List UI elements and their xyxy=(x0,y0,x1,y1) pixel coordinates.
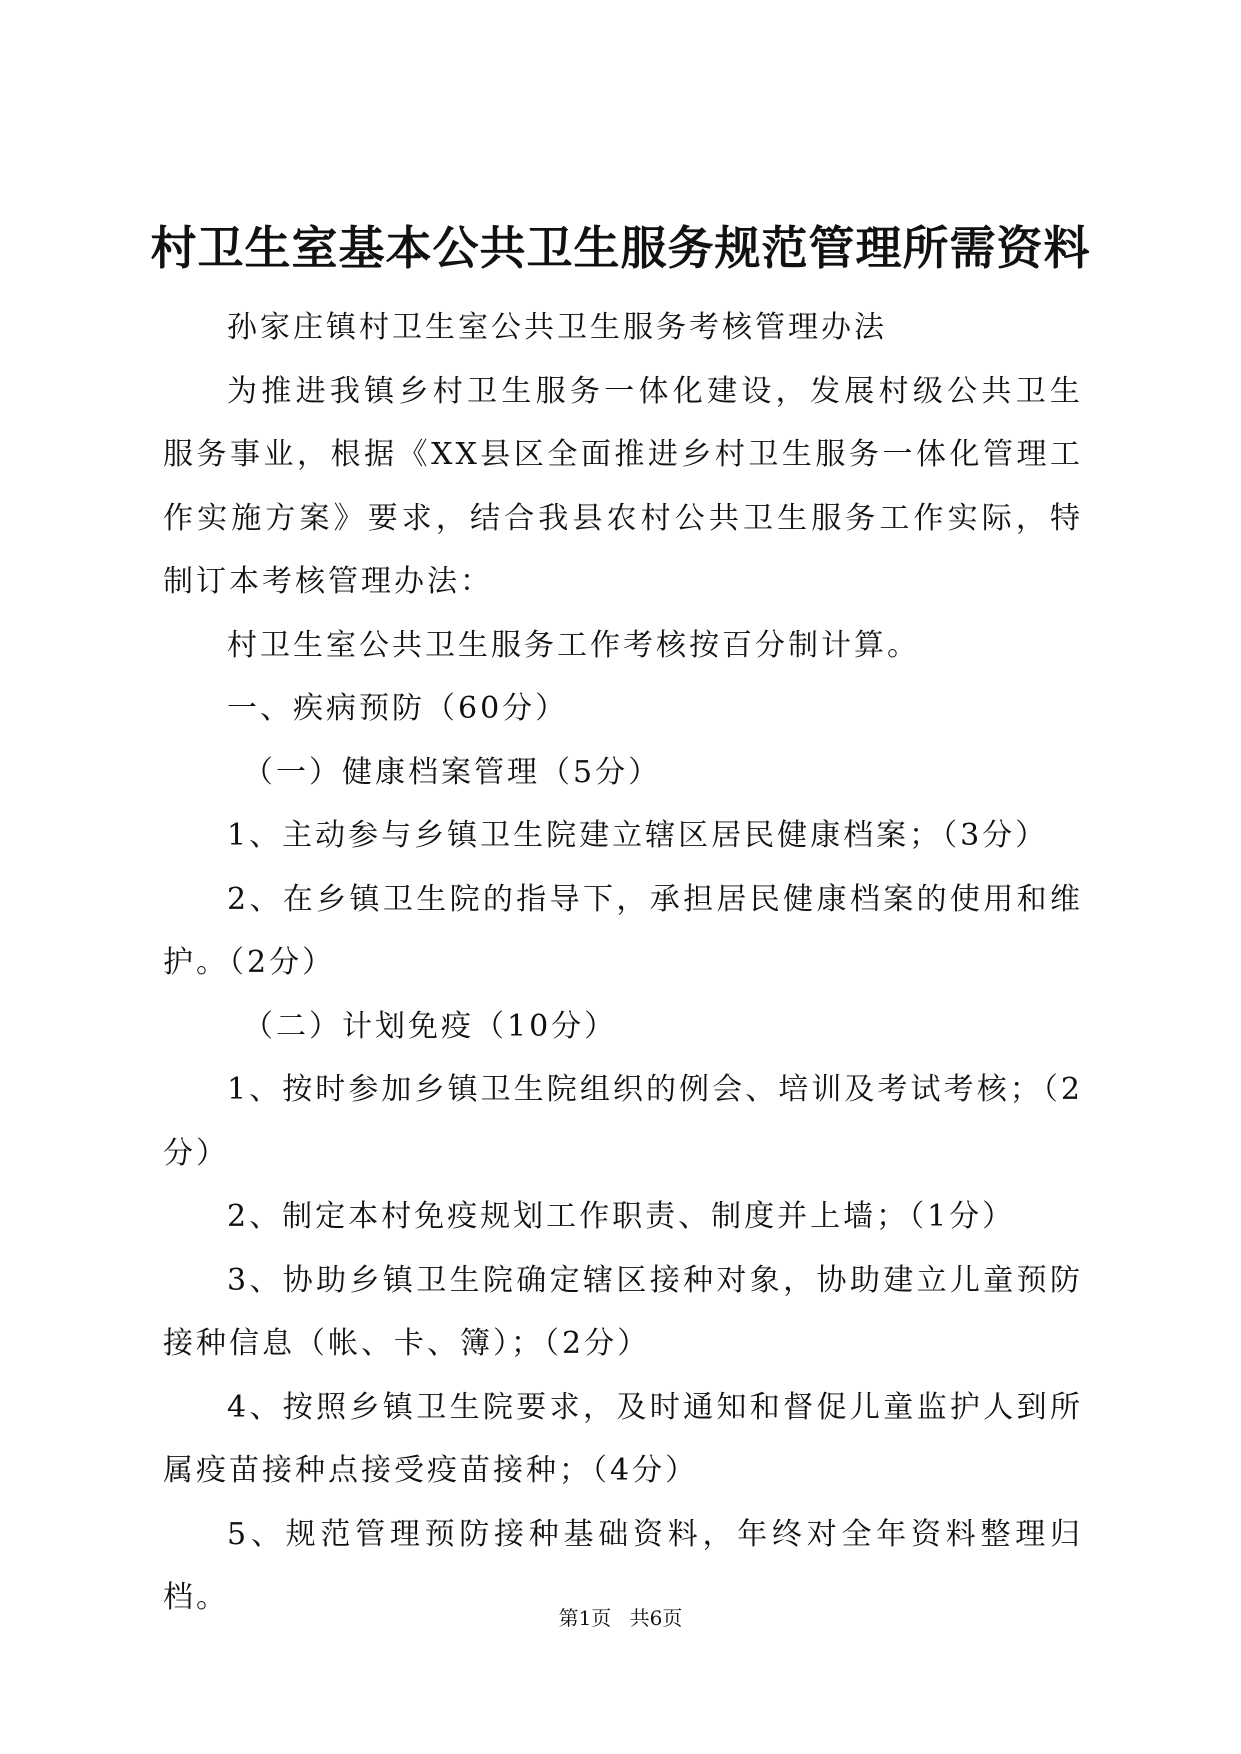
list-item: 2、在乡镇卫生院的指导下，承担居民健康档案的使用和维护。（2分） xyxy=(163,881,1083,980)
document-body xyxy=(163,296,1083,1630)
page-number: 第1页 xyxy=(558,1606,612,1630)
document-title: 村卫生室基本公共卫生服务规范管理所需资料 xyxy=(150,221,1091,275)
paragraph-subtitle: 孙家庄镇村卫生室公共卫生服务考核管理办法 xyxy=(227,310,887,345)
subsection-heading: （二）计划免疫（10分） xyxy=(243,1008,618,1044)
page-total: 共6页 xyxy=(629,1606,683,1630)
section-heading: 一、疾病预防（60分） xyxy=(227,691,569,726)
paragraph-scoring: 村卫生室公共卫生服务工作考核按百分制计算。 xyxy=(227,627,920,663)
list-item: 3、协助乡镇卫生院确定辖区接种对象，协助建立儿童预防接种信息（帐、卡、簿）；（2分） xyxy=(163,1262,1083,1361)
list-item: 1、按时参加乡镇卫生院组织的例会、培训及考试考核；（2分） xyxy=(163,1072,1083,1171)
list-item: 4、按照乡镇卫生院要求，及时通知和督促儿童监护人到所属疫苗接种点接受疫苗接种；（4分） xyxy=(163,1389,1083,1488)
list-item: 2、制定本村免疫规划工作职责、制度并上墙；（1分） xyxy=(227,1199,1016,1234)
paragraph-intro: 为推进我镇乡村卫生服务一体化建设，发展村级公共卫生服务事业，根据《XX县区全面推进乡村卫生服务一体化管理工作实施方案》要求，结合我县农村公共卫生服务工作实际，特制订本考核管理办法： xyxy=(163,373,1083,599)
page-footer xyxy=(0,1604,1241,1632)
list-item: 1、主动参与乡镇卫生院建立辖区居民健康档案；（3分） xyxy=(227,818,1049,853)
subsection-heading: （一）健康档案管理（5分） xyxy=(243,754,662,790)
list-item: 5、规范管理预防接种基础资料，年终对全年资料整理归档。 xyxy=(163,1516,1083,1615)
